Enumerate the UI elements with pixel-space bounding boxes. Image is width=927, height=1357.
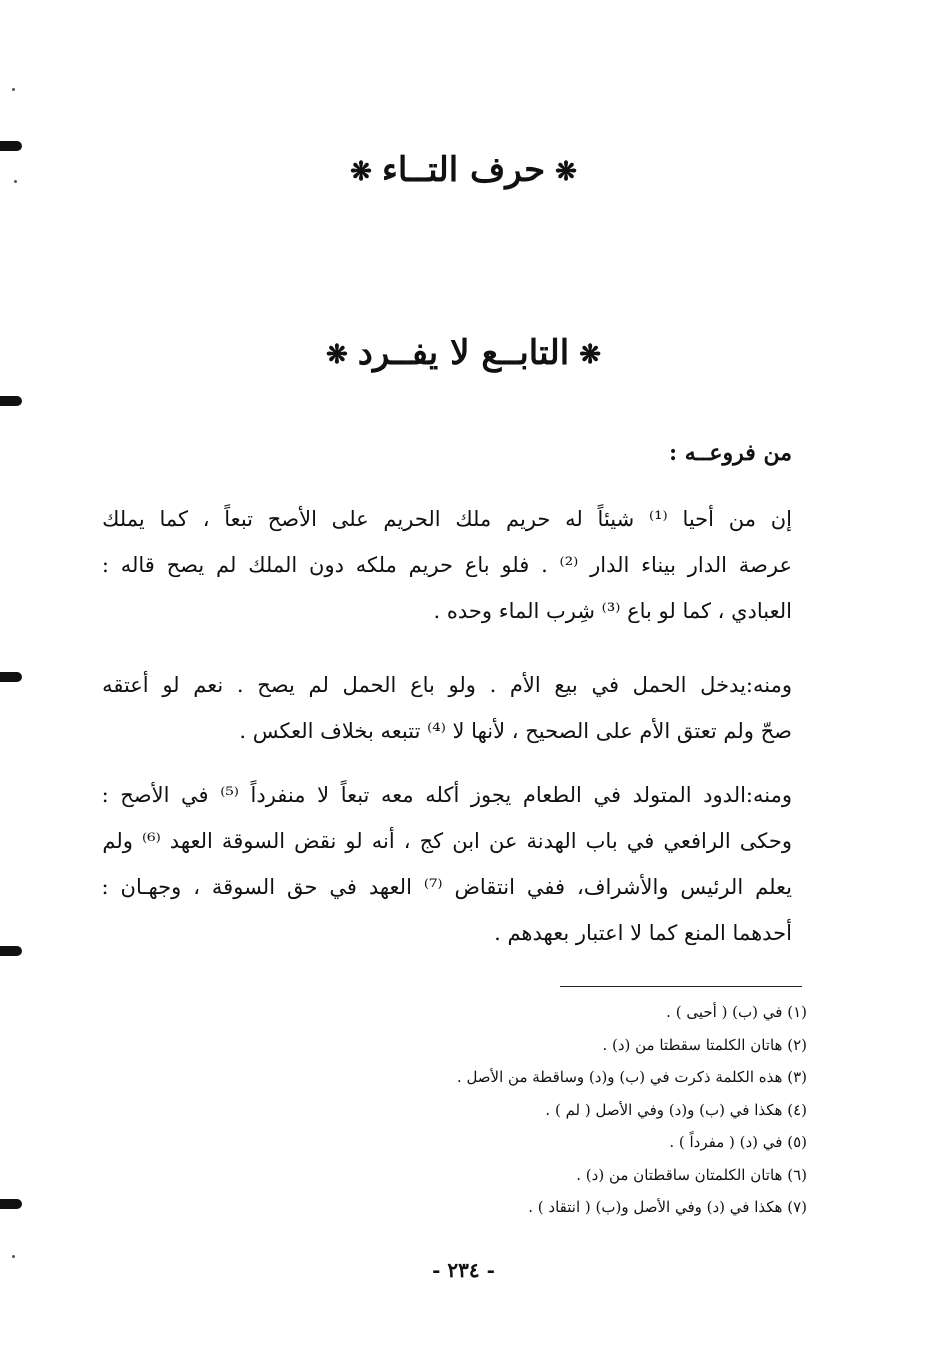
star-ornament-icon: ❋ <box>350 157 372 187</box>
binding-mark <box>0 946 22 956</box>
footnote: (٥) في (د) ( مفرداً ) . <box>669 1133 807 1151</box>
chapter-heading <box>0 150 927 190</box>
paragraph <box>102 662 792 754</box>
binding-mark <box>0 396 22 406</box>
paragraph-line: أحدهما المنع كما لا اعتبار بعهدهم . <box>494 921 792 945</box>
footnote: (٧) هكذا في (د) وفي الأصل و(ب) ( انتقاد ) . <box>528 1198 807 1216</box>
star-ornament-icon: ❋ <box>579 340 602 370</box>
paragraph-line: ومنه:يدخل الحمل في بيع الأم . ولو باع الحمل لم يصح . نعم لو أعتقه <box>102 673 792 697</box>
rule-title: التابــع لا يفــرد <box>357 333 570 373</box>
footnote-separator <box>560 986 802 987</box>
paragraph-line: العبادي ، كما لو باع ⁽³⁾ شِرب الماء وحده . <box>433 599 792 623</box>
rule-heading <box>0 333 927 373</box>
footnote: (٢) هاتان الكلمتا سقطتا من (د) . <box>602 1035 807 1054</box>
paragraph-line: يعلم الرئيس والأشراف، ففي انتقاض ⁽⁷⁾ العهد في حق السوقة ، وجهـان : <box>102 875 792 899</box>
binding-mark <box>0 1199 22 1209</box>
footnotes <box>307 996 807 1224</box>
paragraph-line: ومنه:الدود المتولد في الطعام يجوز أكله معه تبعاً لا منفرداً ⁽⁵⁾ في الأصح : <box>102 783 792 807</box>
footnote: (٦) هاتان الكلمتان ساقطتان من (د) . <box>576 1165 807 1184</box>
branches-subheading: من فروعــه : <box>668 440 792 466</box>
scan-speck <box>12 88 15 91</box>
chapter-title: حرف التــاء <box>381 150 546 190</box>
paragraph <box>102 496 792 634</box>
paragraph-line: إن من أحيا ⁽¹⁾ شيئاً له حريم ملك الحريم على الأصح تبعاً ، كما يملك <box>102 507 792 531</box>
star-ornament-icon: ❋ <box>555 157 577 187</box>
binding-mark <box>0 672 22 682</box>
paragraph-line: وحكى الرافعي في باب الهدنة عن ابن كج ، أنه لو نقض السوقة العهد ⁽⁶⁾ ولم <box>102 829 792 853</box>
footnote: (١) في (ب) ( أحيى ) . <box>666 1003 807 1021</box>
footnote: (٣) هذه الكلمة ذكرت في (ب) و(د) وساقطة من الأصل . <box>456 1068 807 1086</box>
footnote: (٤) هكذا في (ب) و(د) وفي الأصل ( لم ) . <box>545 1100 807 1119</box>
paragraph <box>102 772 792 956</box>
paragraph-line: صحّ ولم تعتق الأم على الصحيح ، لأنها لا ⁽⁴⁾ تتبعه بخلاف العكس . <box>239 719 792 743</box>
page-number: - ٢٣٤ - <box>432 1258 495 1282</box>
star-ornament-icon: ❋ <box>325 340 348 370</box>
paragraph-line: عرصة الدار بيناء الدار ⁽²⁾ . فلو باع حريم ملكه دون الملك لم يصح قاله : <box>102 553 792 577</box>
